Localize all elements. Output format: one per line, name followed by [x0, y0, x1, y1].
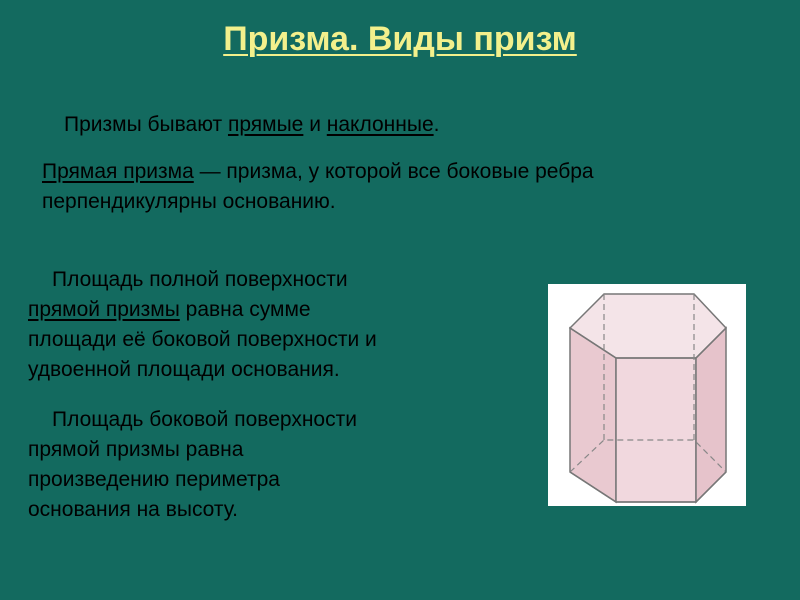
p2-line1-rest: — призма, у которой все боковые ребра	[193, 160, 594, 183]
link-oblique[interactable]: наклонные	[326, 113, 434, 136]
p4-line2: прямой призмы равна	[28, 438, 244, 461]
p3-line4: удвоенной площади основания.	[28, 358, 340, 381]
p2-line2: перпендикулярны основанию.	[42, 190, 336, 213]
p2-line1	[42, 157, 762, 187]
p3-line2	[28, 295, 508, 325]
page-title-text: Призма. Виды призм	[223, 20, 577, 58]
p3-line3: площади её боковой поверхности и	[28, 328, 377, 351]
straight-prism-definition	[42, 157, 762, 217]
term-right-prism[interactable]: прямой призмы	[28, 298, 180, 321]
hexagonal-prism-icon	[548, 284, 746, 506]
p1-middle: и	[303, 113, 327, 136]
term-straight-prism[interactable]: Прямая призма	[42, 160, 194, 183]
p4-line4: основания на высоту.	[28, 498, 238, 521]
prism-types-paragraph	[64, 110, 439, 140]
total-surface-paragraph	[28, 265, 508, 385]
p1-suffix: .	[433, 113, 440, 136]
p1-prefix: Призмы бывают	[64, 113, 228, 136]
lateral-surface-paragraph	[28, 405, 468, 525]
p4-line1: Площадь боковой поверхности	[52, 408, 357, 431]
p3-line2-rest: равна сумме	[179, 298, 311, 321]
prism-figure	[548, 284, 746, 506]
p3-line1: Площадь полной поверхности	[52, 268, 348, 291]
page-title	[0, 20, 800, 59]
p4-line3: произведению периметра	[28, 468, 280, 491]
link-straight[interactable]: прямые	[227, 113, 304, 136]
